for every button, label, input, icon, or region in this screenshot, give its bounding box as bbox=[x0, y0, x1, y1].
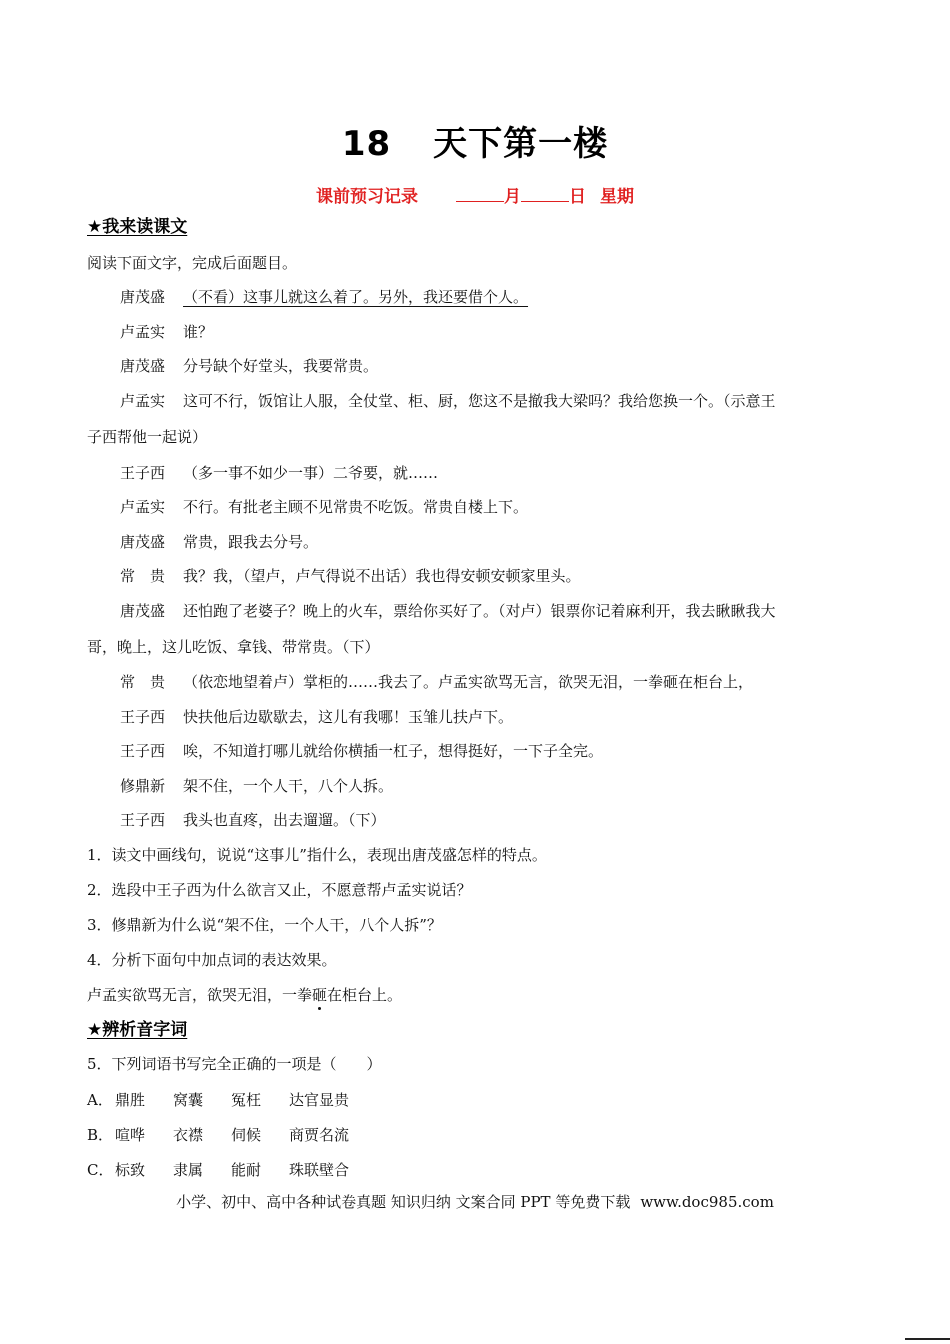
dialogue-line bbox=[120, 566, 581, 586]
option-word: 喧哗 bbox=[115, 1126, 146, 1144]
footer-url[interactable]: www.doc985.com bbox=[640, 1193, 774, 1211]
speaker: 修鼎新 bbox=[120, 777, 166, 795]
speaker: 常 贵 bbox=[120, 567, 166, 585]
question-1: 1．读文中画线句，说说“这事儿”指什么，表现出唐茂盛怎样的特点。 bbox=[87, 846, 547, 864]
line-text: 常贵，跟我去分号。 bbox=[183, 533, 319, 551]
speaker: 王子西 bbox=[120, 811, 166, 829]
speaker: 卢孟实 bbox=[120, 323, 166, 341]
speaker: 唐茂盛 bbox=[120, 533, 166, 551]
speaker: 唐茂盛 bbox=[120, 357, 166, 375]
section-heading-words: ★辨析音字词 bbox=[87, 1020, 188, 1040]
line-text: 我？我，（望卢，卢气得说不出话）我也得安顿安顿家里头。 bbox=[183, 567, 581, 585]
dialogue-line bbox=[120, 776, 393, 796]
option-word: 能耐 bbox=[231, 1161, 262, 1179]
speaker: 王子西 bbox=[120, 464, 166, 482]
month-blank bbox=[456, 187, 504, 202]
line-text: 还怕跑了老婆子？晚上的火车，票给你买好了。（对卢）银票你记着麻利开，我去瞅瞅我大 bbox=[183, 602, 776, 620]
option-label: B． bbox=[87, 1126, 114, 1144]
option-word: 商贾名流 bbox=[289, 1126, 350, 1144]
footer-text: 小学、初中、高中各种试卷真题 知识归纳 文案合同 PPT 等免费下载 bbox=[176, 1193, 631, 1211]
option-label: C． bbox=[87, 1161, 114, 1179]
dialogue-line bbox=[120, 322, 213, 342]
dialogue-line bbox=[120, 497, 528, 517]
option-word: 伺候 bbox=[231, 1126, 262, 1144]
dialogue-line bbox=[120, 741, 603, 761]
speaker: 唐茂盛 bbox=[120, 288, 166, 306]
speaker: 唐茂盛 bbox=[120, 602, 166, 620]
option-word: 隶属 bbox=[173, 1161, 204, 1179]
option-word: 珠联壁合 bbox=[289, 1161, 350, 1179]
question-3: 3．修鼎新为什么说“架不住，一个人干，八个人拆”？ bbox=[87, 916, 442, 934]
speaker: 王子西 bbox=[120, 742, 166, 760]
line-text: 不行。有批老主顾不见常贵不吃饭。常贵自楼上下。 bbox=[183, 498, 529, 516]
line-text: 我头也直疼，出去遛遛。（下） bbox=[183, 811, 386, 829]
line-text: （多一事不如少一事）二爷要，就…… bbox=[183, 464, 439, 482]
line-text: 分号缺个好堂头，我要常贵。 bbox=[183, 357, 379, 375]
record-label: 课前预习记录 bbox=[316, 187, 418, 207]
dialogue-line bbox=[120, 707, 513, 727]
dialogue-continuation: 子西帮他一起说） bbox=[87, 428, 208, 446]
speaker: 卢孟实 bbox=[120, 392, 166, 410]
speaker: 卢孟实 bbox=[120, 498, 166, 516]
dialogue-line bbox=[120, 601, 776, 621]
record-month: 月 bbox=[504, 187, 521, 207]
record-week: 星期 bbox=[600, 187, 634, 207]
line-text: 快扶他后边歇歇去，这儿有我哪！玉雏儿扶卢下。 bbox=[183, 708, 514, 726]
dialogue-line bbox=[120, 287, 528, 307]
page-title bbox=[0, 116, 950, 165]
speaker: 王子西 bbox=[120, 708, 166, 726]
option-word: 鼎胜 bbox=[115, 1091, 146, 1109]
line-text: 架不住，一个人干，八个人拆。 bbox=[183, 777, 394, 795]
option-c bbox=[87, 1160, 349, 1180]
line-text: 谁？ bbox=[183, 323, 214, 341]
dialogue-line bbox=[120, 532, 318, 552]
section-heading-read: ★我来读课文 bbox=[87, 217, 188, 237]
dialogue-line bbox=[120, 356, 378, 376]
line-text: 这可不行，饭馆让人服，全仗堂、柜、厨，您这不是撤我大梁吗？我给您换一个。（示意王 bbox=[183, 392, 776, 410]
option-word: 达官显贵 bbox=[289, 1091, 350, 1109]
option-b bbox=[87, 1125, 349, 1145]
option-word: 窝囊 bbox=[173, 1091, 204, 1109]
line-text: 唉，不知道打哪儿就给你横插一杠子，想得挺好，一下子全完。 bbox=[183, 742, 604, 760]
question-4: 4．分析下面句中加点词的表达效果。 bbox=[87, 951, 337, 969]
lesson-title: 天下第一楼 bbox=[433, 124, 609, 164]
line-text: （依恋地望着卢）掌柜的……我去了。卢孟实欲骂无言，欲哭无泪，一拳砸在柜台上， bbox=[183, 673, 754, 691]
day-blank bbox=[521, 187, 569, 202]
dialogue-line bbox=[120, 672, 753, 692]
record-day: 日 bbox=[569, 187, 586, 207]
dialogue-continuation: 哥，晚上，这儿吃饭、拿钱、带常贵。（下） bbox=[87, 638, 380, 656]
preview-record bbox=[0, 182, 950, 207]
option-word: 标致 bbox=[115, 1161, 146, 1179]
dialogue-line bbox=[120, 391, 776, 411]
underlined-sentence: （不看）这事儿就这么着了。另外，我还要借个人。 bbox=[183, 288, 529, 306]
sentence-part: 在柜台上。 bbox=[327, 986, 403, 1004]
sentence-part: 卢孟实欲骂无言，欲哭无泪，一拳 bbox=[87, 986, 313, 1004]
option-word: 衣襟 bbox=[173, 1126, 204, 1144]
option-label: A． bbox=[87, 1091, 113, 1109]
dialogue-line bbox=[120, 463, 438, 483]
dialogue-line bbox=[120, 810, 386, 830]
dotted-word: 砸 bbox=[312, 986, 328, 1004]
corner-rule bbox=[905, 1338, 950, 1340]
question-2: 2．选段中王子西为什么欲言又止，不愿意帮卢孟实说话？ bbox=[87, 881, 472, 899]
page-footer bbox=[0, 1191, 950, 1212]
reading-intro: 阅读下面文字，完成后面题目。 bbox=[87, 254, 298, 272]
option-word: 冤枉 bbox=[231, 1091, 262, 1109]
lesson-number: 18 bbox=[341, 124, 392, 164]
option-a bbox=[87, 1090, 349, 1110]
question-5: 5．下列词语书写完全正确的一项是（ ） bbox=[87, 1055, 382, 1073]
question-4-sentence bbox=[87, 985, 402, 1005]
speaker: 常 贵 bbox=[120, 673, 166, 691]
